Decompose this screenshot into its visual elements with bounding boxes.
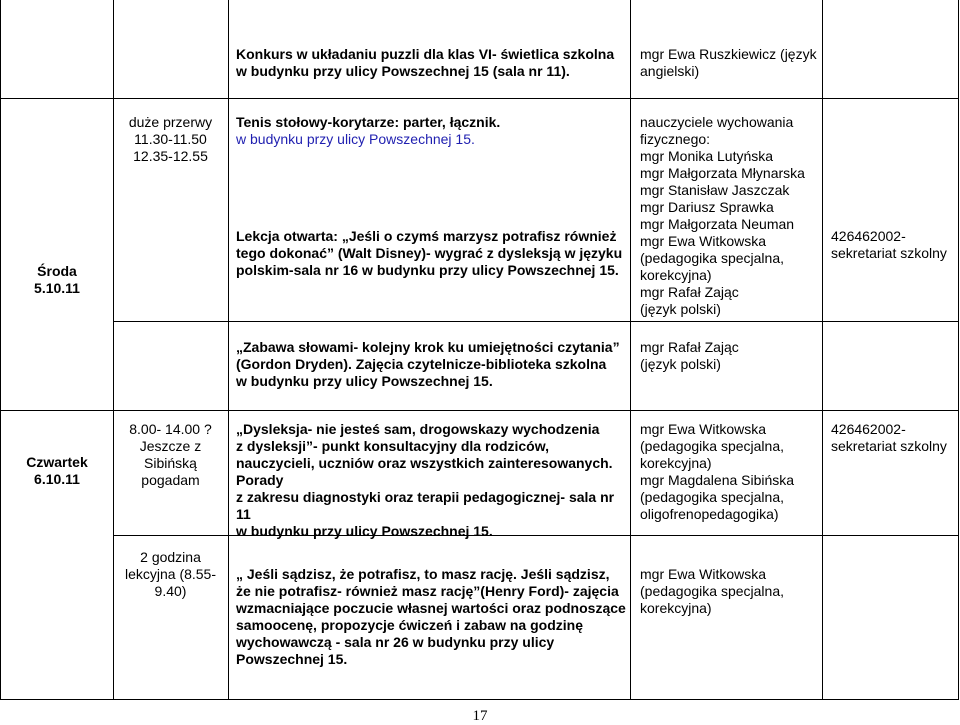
table-border-right [958,0,959,700]
row1-topic-part1: Tenis stołowy-korytarze: parter, łącznik. [236,114,501,130]
row1-topic-part3: Lekcja otwarta: „Jeśli o czymś marzysz potrafisz również tego dokonać” (Walt Disney)- wygrać z dysleksją w języku polskim-sala nr 16 w budynku przy ulicy Powszechnej 15. [236,228,623,278]
table-border-left [0,0,1,700]
row1-topic-part2: w budynku przy ulicy Powszechnej 15. [236,131,475,147]
row0-teacher: mgr Ewa Ruszkiewicz (język angielski) [640,46,817,79]
column-divider-4 [822,0,823,700]
row1-time: duże przerwy 11.30-11.50 12.35-12.55 [128,114,213,164]
row2-topic: „Zabawa słowami- kolejny krok ku umiejętności czytania” (Gordon Dryden). Zajęcia czytelnicze-biblioteka szkolna w budynku przy ulicy Powszechnej 15. [236,339,620,389]
row3-topic: „Dysleksja- nie jesteś sam, drogowskazy wychodzenia z dysleksji”- punkt konsultacyjny dla rodziców, nauczycieli, uczniów oraz wszystkich zainteresowanych. Porady z zakresu diagnostyki oraz terapii pedagogicznej- sala nr 11 w budynku przy ulicy Powszechnej 15. [236,421,615,539]
column-divider-2 [228,0,229,700]
row-divider-2 [113,321,959,322]
row3-teacher: mgr Ewa Witkowska (pedagogika specjalna, korekcyjna) mgr Magdalena Sibińska (pedagogika specjalna, oligofrenopedagogika) [640,421,795,522]
row1-day: Środa 5.10.11 [34,263,80,296]
row1-teacher: nauczyciele wychowania fizycznego: mgr Monika Lutyńska mgr Małgorzata Młynarska mgr Stanisław Jaszczak mgr Dariusz Sprawka mgr Małgorzata Neuman mgr Ewa Witkowska (pedagogika specjalna, korekcyjna) mgr Rafał Zając (język polski) [640,114,805,317]
table-border-bottom [0,699,959,700]
row-divider-3 [0,410,959,411]
page-number: 17 [472,708,488,724]
row3-day: Czwartek 6.10.11 [26,454,88,487]
row2-teacher: mgr Rafał Zając (język polski) [640,339,739,372]
row4-topic: „ Jeśli sądzisz, że potrafisz, to masz rację. Jeśli sądzisz, że nie potrafisz- również masz rację”(Henry Ford)- zajęcia wzmacniające poczucie własnej wartości oraz podnoszące samoocenę, propozycje ćwiczeń i zabaw na godzinę wychowawczą - sala nr 26 w budynku przy ulicy Powszechnej 15. [236,566,626,667]
row4-teacher: mgr Ewa Witkowska (pedagogika specjalna, korekcyjna) [640,566,784,616]
row1-contact: 426462002- sekretariat szkolny [831,228,947,261]
row0-topic: Konkurs w układaniu puzzli dla klas VI- świetlica szkolna w budynku przy ulicy Powszechnej 15 (sala nr 11). [236,46,615,79]
row3-contact: 426462002- sekretariat szkolny [831,421,947,454]
column-divider-3 [630,0,631,700]
row3-time: 8.00- 14.00 ? Jeszcze z Sibińską pogadam [129,421,212,488]
row-divider-1 [0,98,959,99]
row4-time: 2 godzina lekcyjna (8.55- 9.40) [124,549,217,599]
